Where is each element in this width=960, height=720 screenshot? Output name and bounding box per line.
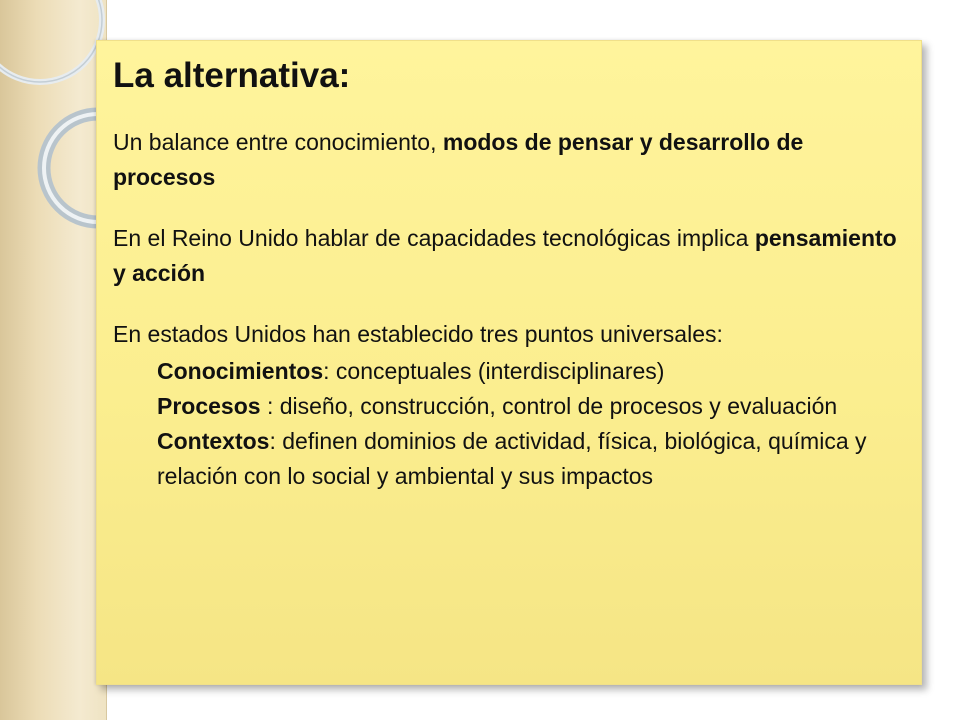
list-item-procesos [113,389,903,424]
list-item-conocimientos [113,354,903,389]
item-term: Conocimientos [157,358,324,384]
paragraph-reino-unido [113,221,903,291]
paragraph-text: Un balance entre conocimiento, [113,129,443,155]
paragraph-bold: modos de pensar y desarrollo de procesos [113,129,804,190]
item-term: Contextos [157,428,270,454]
paragraph-bold: pensamiento y acción [113,225,897,286]
content-box [96,40,922,685]
item-desc: : definen dominios de actividad, física, biológica, química y relación con lo social y ambiental y sus impactos [157,428,867,489]
slide-title: La alternativa: [113,56,351,95]
list-item-contextos [113,424,903,494]
item-term: Procesos [157,393,261,419]
side-strip [0,0,107,720]
paragraph-text: En el Reino Unido hablar de capacidades tecnológicas implica [113,225,755,251]
item-desc: : diseño, construcción, control de procesos y evaluación [260,393,838,419]
paragraph-estados-unidos: En estados Unidos han establecido tres puntos universales: [113,321,723,347]
item-desc: : conceptuales (interdisciplinares) [323,358,665,384]
universal-points-list [113,354,903,494]
paragraph-balance [113,125,903,195]
